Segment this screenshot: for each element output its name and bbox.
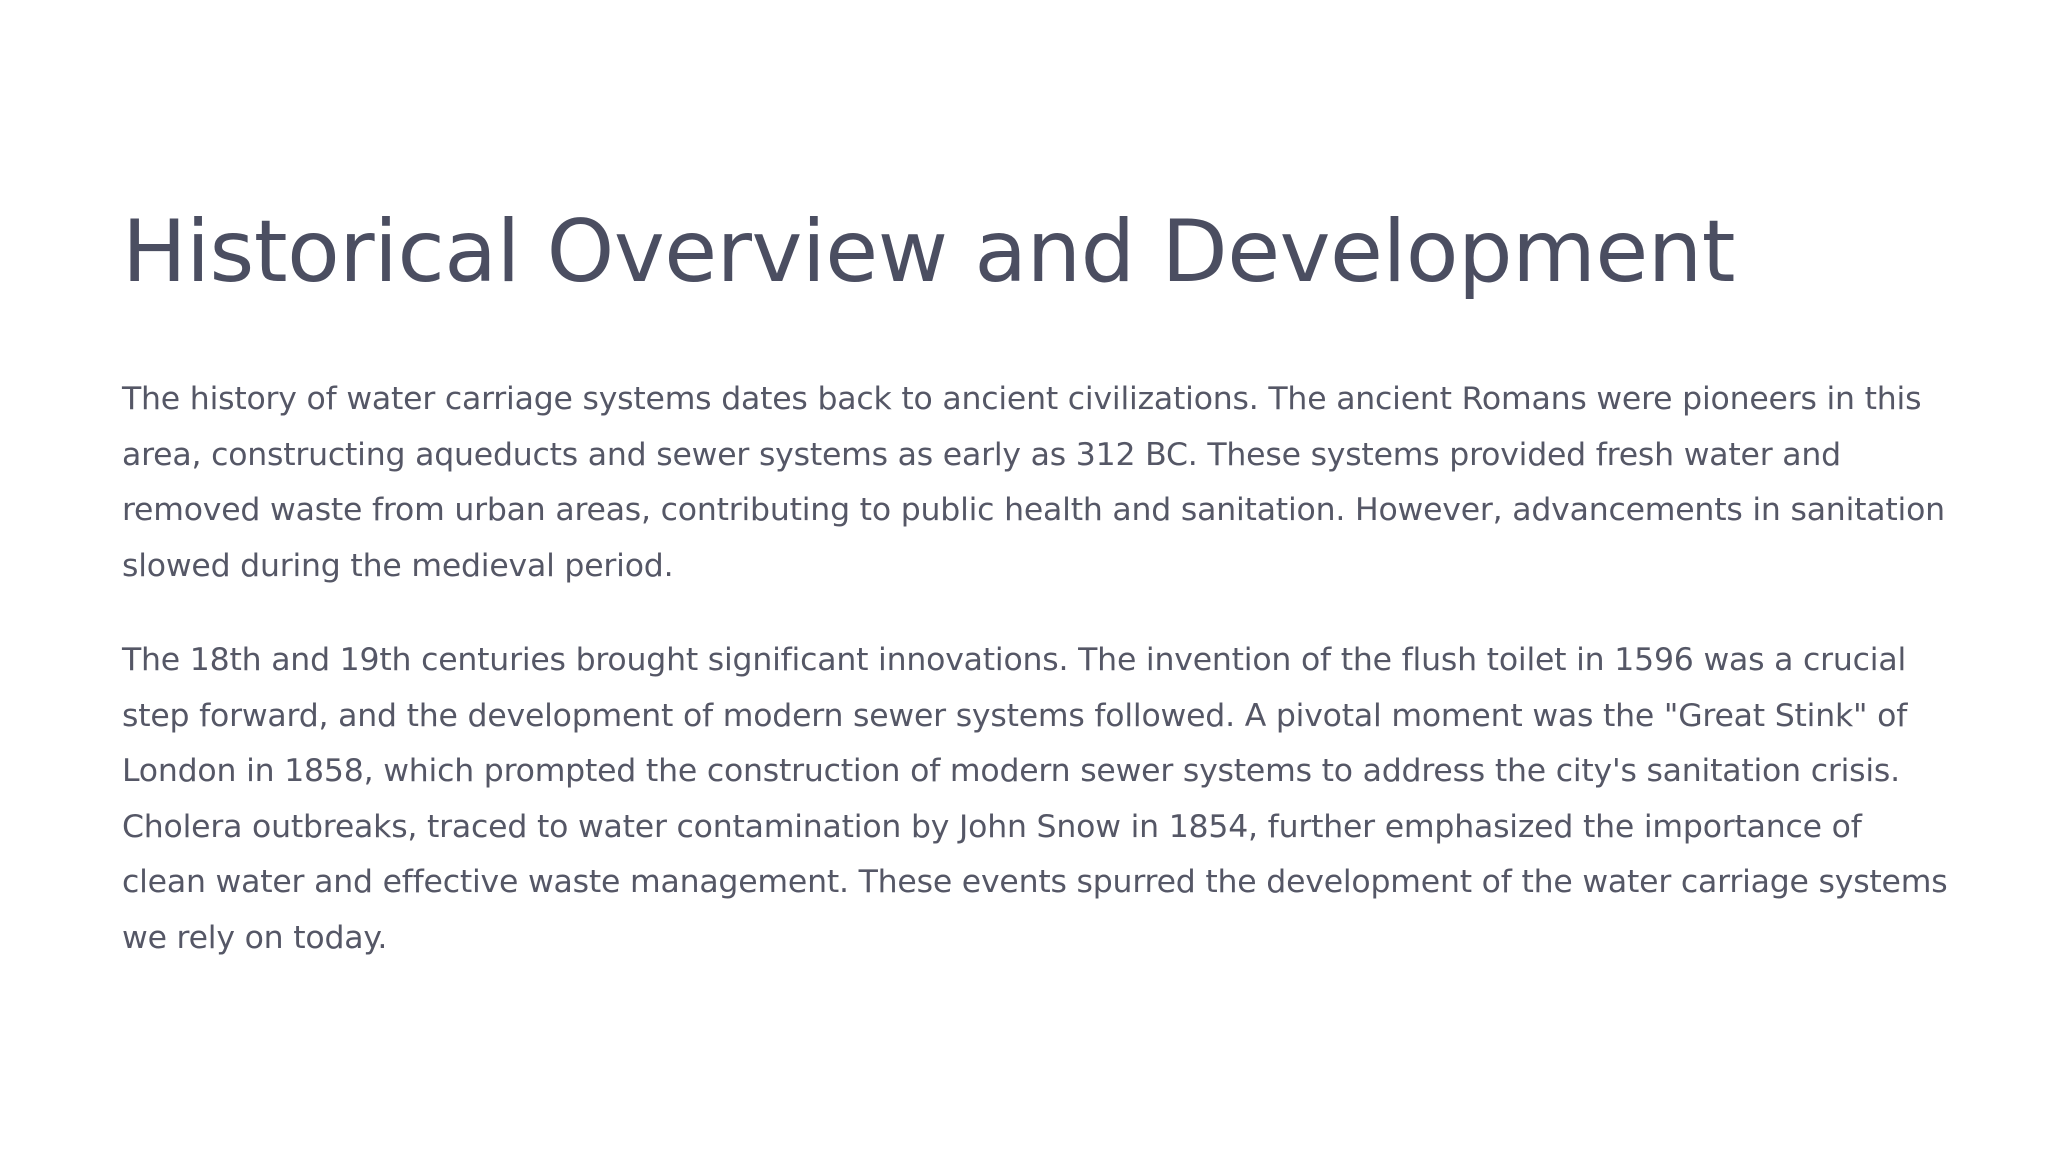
slide-content (122, 196, 1952, 1005)
paragraph-modern-innovations: The 18th and 19th centuries brought significant innovations. The invention of the flush toilet in 1596 was a crucial step forward, and the development of modern sewer systems followed. A pivotal moment was the "Great Stink" of London in 1858, which prompted the construction of modern sewer systems to address the city's sanitation crisis. Cholera outbreaks, traced to water contamination by John Snow in 1854, further emphasized the importance of clean water and effective waste management. These events spurred the development of the water carriage systems we rely on today. (122, 642, 1948, 956)
slide-title: Historical Overview and Development (122, 202, 1735, 302)
slide-body (122, 372, 1952, 966)
paragraph-roman-history: The history of water carriage systems dates back to ancient civilizations. The ancient Romans were pioneers in this area, constructing aqueducts and sewer systems as early as 312 BC. These systems provided fresh water and removed waste from urban areas, contributing to public health and sanitation. However, advancements in sanitation slowed during the medieval period. (122, 381, 1945, 584)
